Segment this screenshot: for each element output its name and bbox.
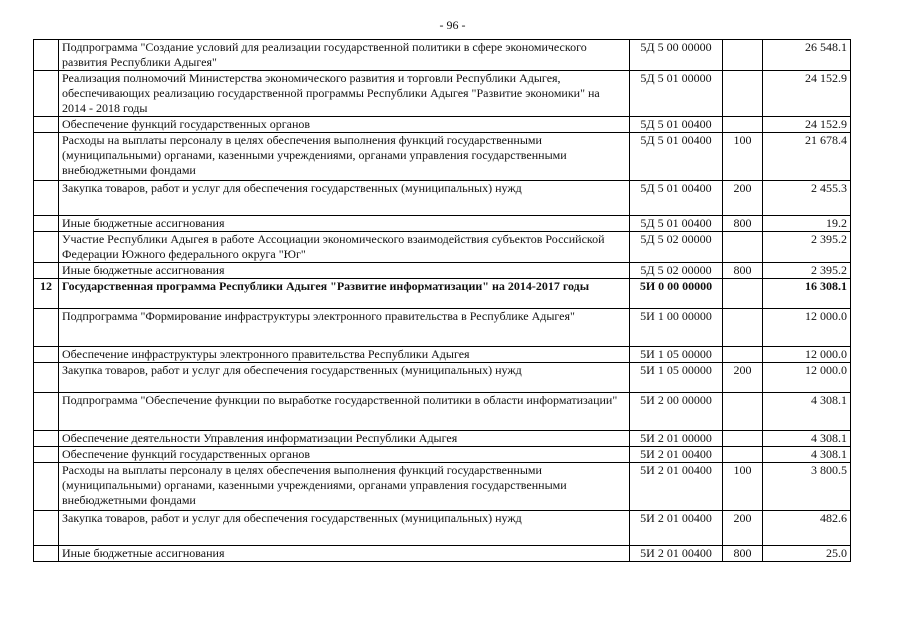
row-name-cell: Подпрограмма "Формирование инфраструктуры электронного правительства в Республике Адыгея" <box>59 309 630 347</box>
row-number-cell <box>34 431 59 447</box>
row-number-cell <box>34 232 59 263</box>
row-sum-cell: 24 152.9 <box>763 117 851 133</box>
table-row <box>34 71 851 117</box>
row-code-cell: 5И 2 01 00400 <box>630 546 723 562</box>
row-name-cell: Расходы на выплаты персоналу в целях обеспечения выполнения функций государственными (муниципальными) органами, казенными учреждениями, органами управления государственными внебюджетными фондами <box>59 463 630 511</box>
row-name-cell: Расходы на выплаты персоналу в целях обеспечения выполнения функций государственными (муниципальными) органами, казенными учреждениями, органами управления государственными внебюджетными фондами <box>59 133 630 181</box>
table-row <box>34 181 851 216</box>
table-row <box>34 309 851 347</box>
row-number-cell <box>34 511 59 546</box>
table-row <box>34 511 851 546</box>
row-name-cell: Иные бюджетные ассигнования <box>59 216 630 232</box>
row-name-cell: Обеспечение функций государственных органов <box>59 117 630 133</box>
row-expense-type-cell: 100 <box>723 463 763 511</box>
row-sum-cell: 19.2 <box>763 216 851 232</box>
row-name-cell: Участие Республики Адыгея в работе Ассоциации экономического взаимодействия субъектов Российской Федерации Южного федерального округа "Юг" <box>59 232 630 263</box>
row-name-cell: Иные бюджетные ассигнования <box>59 263 630 279</box>
row-number-cell <box>34 71 59 117</box>
row-sum-cell: 4 308.1 <box>763 447 851 463</box>
row-code-cell: 5И 1 05 00000 <box>630 347 723 363</box>
row-sum-cell: 2 455.3 <box>763 181 851 216</box>
table-row <box>34 393 851 431</box>
row-sum-cell: 4 308.1 <box>763 393 851 431</box>
row-sum-cell: 16 308.1 <box>763 279 851 309</box>
row-name-cell: Иные бюджетные ассигнования <box>59 546 630 562</box>
row-sum-cell: 21 678.4 <box>763 133 851 181</box>
budget-table-body <box>34 40 851 562</box>
row-code-cell: 5Д 5 01 00400 <box>630 181 723 216</box>
table-row <box>34 40 851 71</box>
table-row <box>34 216 851 232</box>
row-sum-cell: 4 308.1 <box>763 431 851 447</box>
row-number-cell <box>34 309 59 347</box>
row-code-cell: 5Д 5 01 00400 <box>630 216 723 232</box>
row-expense-type-cell <box>723 447 763 463</box>
table-row <box>34 347 851 363</box>
table-row <box>34 117 851 133</box>
row-expense-type-cell: 800 <box>723 546 763 562</box>
row-code-cell: 5И 2 01 00400 <box>630 463 723 511</box>
row-expense-type-cell <box>723 71 763 117</box>
row-name-cell: Обеспечение деятельности Управления информатизации Республики Адыгея <box>59 431 630 447</box>
row-code-cell: 5И 1 00 00000 <box>630 309 723 347</box>
row-code-cell: 5Д 5 02 00000 <box>630 263 723 279</box>
row-code-cell: 5И 2 01 00400 <box>630 447 723 463</box>
row-number-cell <box>34 40 59 71</box>
row-number-cell <box>34 117 59 133</box>
row-code-cell: 5И 2 01 00400 <box>630 511 723 546</box>
row-expense-type-cell <box>723 431 763 447</box>
row-code-cell: 5Д 5 00 00000 <box>630 40 723 71</box>
row-code-cell: 5И 2 01 00000 <box>630 431 723 447</box>
row-name-cell: Закупка товаров, работ и услуг для обеспечения государственных (муниципальных) нужд <box>59 181 630 216</box>
table-row <box>34 431 851 447</box>
row-number-cell <box>34 546 59 562</box>
table-row <box>34 263 851 279</box>
row-expense-type-cell: 100 <box>723 133 763 181</box>
row-name-cell: Реализация полномочий Министерства экономического развития и торговли Республики Адыгея, обеспечивающих реализацию государственной программы Республики Адыгея "Развитие экономики" на 2014 - 2018 годы <box>59 71 630 117</box>
row-name-cell: Государственная программа Республики Адыгея "Развитие информатизации" на 2014-2017 годы <box>59 279 630 309</box>
row-code-cell: 5Д 5 01 00400 <box>630 117 723 133</box>
row-name-cell: Закупка товаров, работ и услуг для обеспечения государственных (муниципальных) нужд <box>59 363 630 393</box>
row-expense-type-cell <box>723 232 763 263</box>
page-number: - 96 - <box>439 18 466 32</box>
row-name-cell: Закупка товаров, работ и услуг для обеспечения государственных (муниципальных) нужд <box>59 511 630 546</box>
row-code-cell: 5Д 5 01 00000 <box>630 71 723 117</box>
row-sum-cell: 12 000.0 <box>763 363 851 393</box>
row-name-cell: Обеспечение функций государственных органов <box>59 447 630 463</box>
table-row <box>34 546 851 562</box>
row-expense-type-cell <box>723 40 763 71</box>
table-row <box>34 463 851 511</box>
row-expense-type-cell: 800 <box>723 216 763 232</box>
row-number-cell <box>34 447 59 463</box>
row-sum-cell: 12 000.0 <box>763 347 851 363</box>
row-sum-cell: 12 000.0 <box>763 309 851 347</box>
row-expense-type-cell: 200 <box>723 181 763 216</box>
row-expense-type-cell <box>723 117 763 133</box>
row-sum-cell: 2 395.2 <box>763 263 851 279</box>
row-sum-cell: 482.6 <box>763 511 851 546</box>
row-sum-cell: 25.0 <box>763 546 851 562</box>
row-expense-type-cell <box>723 393 763 431</box>
row-name-cell: Подпрограмма "Создание условий для реализации государственной политики в сфере экономического развития Республики Адыгея" <box>59 40 630 71</box>
row-sum-cell: 24 152.9 <box>763 71 851 117</box>
table-row <box>34 133 851 181</box>
row-expense-type-cell <box>723 279 763 309</box>
budget-table <box>33 39 851 562</box>
row-code-cell: 5Д 5 02 00000 <box>630 232 723 263</box>
row-number-cell: 12 <box>34 279 59 309</box>
table-row <box>34 447 851 463</box>
row-number-cell <box>34 133 59 181</box>
row-expense-type-cell <box>723 347 763 363</box>
table-row <box>34 279 851 309</box>
row-expense-type-cell <box>723 309 763 347</box>
row-number-cell <box>34 263 59 279</box>
row-number-cell <box>34 216 59 232</box>
row-expense-type-cell: 200 <box>723 511 763 546</box>
row-number-cell <box>34 181 59 216</box>
row-number-cell <box>34 463 59 511</box>
row-code-cell: 5И 2 00 00000 <box>630 393 723 431</box>
row-number-cell <box>34 363 59 393</box>
table-row <box>34 232 851 263</box>
row-sum-cell: 2 395.2 <box>763 232 851 263</box>
row-code-cell: 5Д 5 01 00400 <box>630 133 723 181</box>
row-expense-type-cell: 800 <box>723 263 763 279</box>
row-number-cell <box>34 393 59 431</box>
row-sum-cell: 26 548.1 <box>763 40 851 71</box>
row-sum-cell: 3 800.5 <box>763 463 851 511</box>
row-number-cell <box>34 347 59 363</box>
table-row <box>34 363 851 393</box>
row-code-cell: 5И 1 05 00000 <box>630 363 723 393</box>
row-code-cell: 5И 0 00 00000 <box>630 279 723 309</box>
row-expense-type-cell: 200 <box>723 363 763 393</box>
row-name-cell: Обеспечение инфраструктуры электронного правительства Республики Адыгея <box>59 347 630 363</box>
row-name-cell: Подпрограмма "Обеспечение функции по выработке государственной политики в области информатизации" <box>59 393 630 431</box>
